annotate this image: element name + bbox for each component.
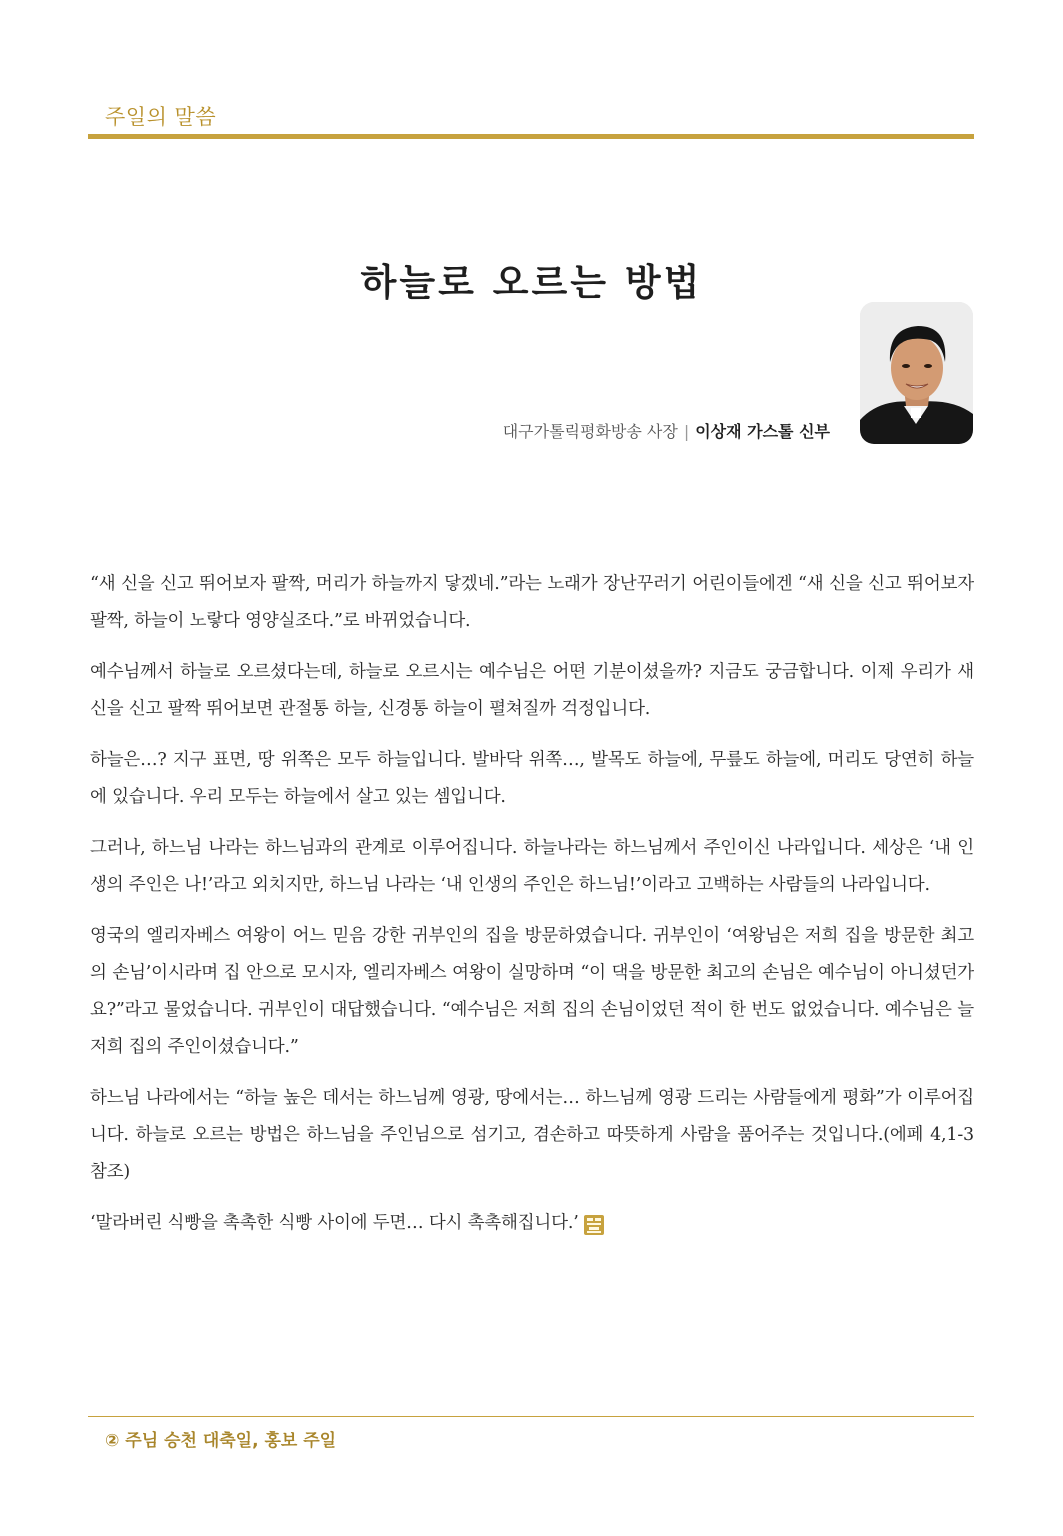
byline-separator: | [683,422,690,441]
paragraph-4: 그러나, 하느님 나라는 하느님과의 관계로 이루어집니다. 하늘나라는 하느님께서 주인이신 나라입니다. 세상은 ‘내 인생의 주인은 나!’라고 외치지만, 하느님 나라는 ‘내 인생의 주인은 하느님!’이라고 고백하는 사람들의 나라입니다. [90,838,974,895]
byline-organization: 대구가톨릭평화방송 사장 [502,422,678,441]
article-title: 하늘로 오르는 방법 [360,260,703,304]
byline-author: 이상재 가스톨 신부 [695,422,830,441]
closing-line: ‘말라버린 식빵을 촉촉한 식빵 사이에 두면… 다시 촉촉해집니다.’ [90,1213,579,1233]
author-photo [860,302,973,444]
byline [503,419,830,442]
page-footer: ② 주님 승천 대축일, 홍보 주일 [105,1431,337,1451]
top-divider [88,134,974,139]
paragraph-7 [90,1205,974,1242]
paragraph-6: 하느님 나라에서는 “하늘 높은 데서는 하느님께 영광, 땅에서는… 하느님께 영광 드리는 사람들에게 평화”가 이루어집니다. 하늘로 오르는 방법은 하느님을 주인님으로 섬기고, 겸손하고 따뜻하게 사람을 품어주는 것입니다.(에페 4,1-3 참조) [90,1088,974,1182]
author-portrait [860,302,973,444]
article-body [90,566,974,1256]
paragraph-3: 하늘은…? 지구 표면, 땅 위쪽은 모두 하늘입니다. 발바닥 위쪽…, 발목도 하늘에, 무릎도 하늘에, 머리도 당연히 하늘에 있습니다. 우리 모두는 하늘에서 살고 있는 셈입니다. [90,750,974,807]
section-label: 주일의 말씀 [105,105,217,129]
paragraph-5: 영국의 엘리자베스 여왕이 어느 믿음 강한 귀부인의 집을 방문하였습니다. 귀부인이 ‘여왕님은 저희 집을 방문한 최고의 손님’이시라며 집 안으로 모시자, 엘리자베스 여왕이 실망하며 “이 댁을 방문한 최고의 손님은 예수님이 아니셨던가요?”라고 물었습니다. 귀부인이 대답했습니다. “예수님은 저희 집의 손님이었던 적이 한 번도 없었습니다. 예수님은 늘 저희 집의 주인이셨습니다.” [90,926,974,1057]
paragraph-1: “새 신을 신고 뛰어보자 팔짝, 머리가 하늘까지 닿겠네.”라는 노래가 장난꾸러기 어린이들에겐 “새 신을 신고 뛰어보자 팔짝, 하늘이 노랗다 영양실조다.”로 바뀌었습니다. [90,574,974,631]
bottom-divider [88,1416,974,1417]
end-mark-icon [583,1213,605,1235]
paragraph-2: 예수님께서 하늘로 오르셨다는데, 하늘로 오르시는 예수님은 어떤 기분이셨을까? 지금도 궁금합니다. 이제 우리가 새 신을 신고 팔짝 뛰어보면 관절통 하늘, 신경통 하늘이 펼쳐질까 걱정입니다. [90,662,974,719]
